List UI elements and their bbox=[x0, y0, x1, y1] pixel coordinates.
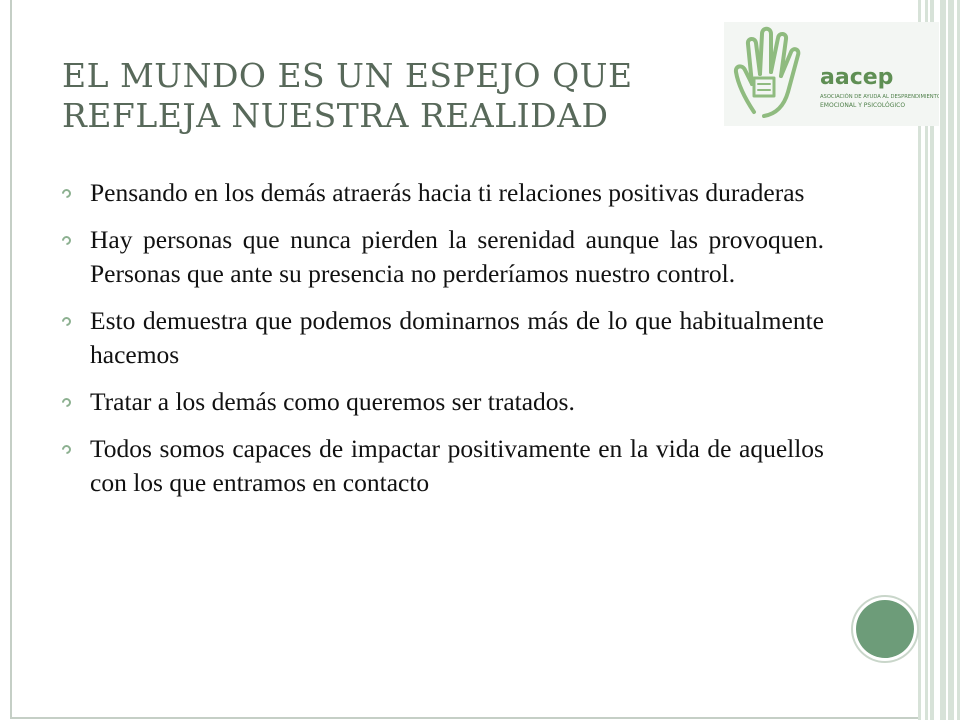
bullet-item bbox=[62, 432, 824, 500]
decorative-circle bbox=[856, 600, 914, 658]
logo-tagline-line-2: EMOCIONAL Y PSICOLÓGICO bbox=[820, 102, 906, 109]
bullet-text: Pensando en los demás atraerás hacia ti relaciones positivas duraderas bbox=[90, 178, 805, 207]
logo-brand: aacep bbox=[820, 65, 894, 90]
bullet-text: Hay personas que nunca pierden la serenidad aunque las provoquen. Personas que ante su presencia no perderíamos nuestro control. bbox=[90, 225, 824, 288]
bullet-marker-icon bbox=[60, 187, 73, 200]
bullet-text: Todos somos capaces de impactar positivamente en la vida de aquellos con los que entramos en contacto bbox=[90, 434, 824, 497]
slide-title bbox=[62, 56, 742, 136]
bullet-marker-icon bbox=[60, 443, 73, 456]
title-line-1: EL MUNDO ES UN ESPEJO QUE bbox=[62, 56, 633, 95]
band-stripe bbox=[954, 0, 957, 720]
bullet-text: Esto demuestra que podemos dominarnos más de lo que habitualmente hacemos bbox=[90, 306, 824, 369]
bullet-marker-icon bbox=[60, 315, 73, 328]
band-stripe bbox=[946, 0, 948, 720]
bullet-item bbox=[62, 223, 824, 291]
logo-graphic bbox=[724, 22, 939, 126]
hand-icon bbox=[736, 29, 798, 116]
bullet-marker-icon bbox=[60, 396, 73, 409]
logo-tagline-line-1: ASOCIACIÓN DE AYUDA AL DESPRENDIMIENTO bbox=[820, 94, 939, 100]
bullet-item bbox=[62, 385, 824, 419]
title-line-2: REFLEJA NUESTRA REALIDAD bbox=[62, 96, 609, 135]
bullet-text: Tratar a los demás como queremos ser tratados. bbox=[90, 387, 575, 416]
bullet-item bbox=[62, 304, 824, 372]
bullet-item bbox=[62, 176, 824, 210]
bullet-list bbox=[62, 176, 824, 513]
bullet-marker-icon bbox=[60, 234, 73, 247]
aacep-logo bbox=[724, 22, 939, 126]
